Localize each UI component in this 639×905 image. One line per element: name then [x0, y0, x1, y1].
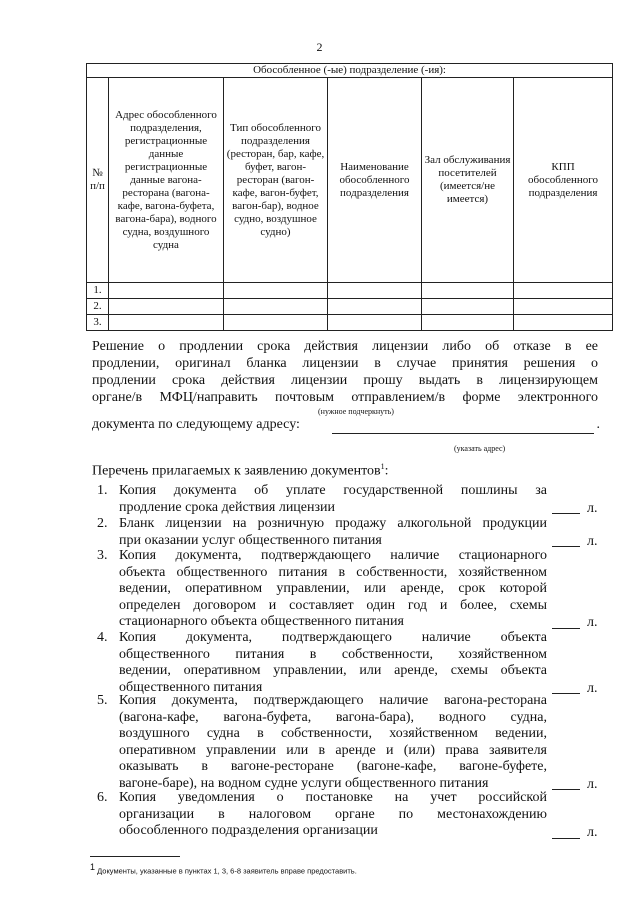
table-cell[interactable] [422, 283, 514, 299]
item-line: общественного питания [119, 679, 263, 695]
table-cell[interactable] [514, 299, 613, 315]
table-cell[interactable] [109, 315, 224, 331]
page-unit: л. [587, 615, 598, 630]
footnote-number: 1 [90, 862, 96, 872]
col-header-address: Адрес обособленного подразделения, регистрационные данные регистрационные данные вагона-ресторана (вагона-кафе, вагона-буфета, вагона-бара), водного судна, воздушного судна [109, 78, 224, 283]
item-line: Копия документа, подтверждающего наличие вагона-ресторана [119, 693, 547, 708]
item-line: ведении, оперативном управлении, или аренде, схемы объекта [119, 663, 547, 679]
item-number: 4. [97, 630, 108, 645]
table-row [87, 283, 613, 299]
footnote-ref: 1 [380, 462, 385, 471]
col-header-type: Тип обособленного подразделения (ресторан, бар, кафе, буфет, вагон-ресторан (вагон-кафе, вагон-буфет, вагон-бар), водное судно, воздушное судно) [224, 78, 328, 283]
address-row [92, 417, 602, 435]
address-input-line[interactable] [332, 433, 594, 434]
item-line: вагоне-баре), на водном судне услуги общественного питания [119, 775, 489, 791]
page-count-blank[interactable] [552, 628, 580, 629]
item-text [119, 548, 547, 631]
item-line: Копия документа, подтверждающего наличие стационарного [119, 548, 547, 563]
item-line: ведении, оперативном управлении, или аренде, срок которой [119, 581, 547, 597]
item-number: 6. [97, 790, 108, 805]
page-unit: л. [587, 825, 598, 840]
item-line: воздушного судна в собственности, хозяйственном ведении, [119, 726, 547, 742]
item-text [119, 790, 547, 840]
list-title-text: Перечень прилагаемых к заявлению документов [92, 463, 381, 479]
item-line: объекта общественного питания в собственности, хозяйственном [119, 564, 547, 580]
row-number: 1. [87, 283, 109, 299]
subdivisions-table [86, 63, 613, 331]
item-line: оказывать в вагоне-ресторане (вагоне-кафе, вагоне-буфете, [119, 759, 547, 775]
item-line: Бланк лицензии на розничную продажу алкогольной продукции [119, 516, 547, 531]
item-line: обособленного подразделения организации [119, 823, 378, 839]
item-line: Копия документа, подтверждающего наличие объекта [119, 630, 547, 645]
page-unit: л. [587, 501, 598, 516]
page-unit: л. [587, 777, 598, 792]
list-item [97, 548, 602, 632]
item-number: 2. [97, 516, 108, 531]
item-line: при оказании услуг общественного питания [119, 532, 382, 548]
item-line: Копия документа об уплате государственной пошлины за [119, 483, 547, 498]
page-number: 2 [316, 40, 323, 54]
list-item [97, 790, 602, 842]
footnote-divider [90, 856, 180, 857]
page-count-blank[interactable] [552, 546, 580, 547]
decision-line: продлении, оригинал бланка лицензии в случае принятия решения о [92, 356, 598, 371]
page-unit: л. [587, 534, 598, 549]
footnote-text: Документы, указанные в пунктах 1, 3, 6-8 заявитель вправе предоставить. [97, 866, 357, 876]
row-number: 3. [87, 315, 109, 331]
table-cell[interactable] [328, 315, 422, 331]
item-line: Копия уведомления о постановке на учет российской [119, 790, 547, 805]
list-item [97, 516, 602, 550]
address-label: документа по следующему адресу: [92, 417, 300, 432]
list-title-end: : [384, 463, 389, 479]
table-cell[interactable] [224, 315, 328, 331]
decision-line: органе/в МФЦ/направить почтовым отправлением/в форме электронного [92, 390, 598, 405]
col-header-name: Наименование обособленного подразделения [328, 78, 422, 283]
page-count-blank[interactable] [552, 513, 580, 514]
decision-paragraph [92, 338, 598, 406]
item-line: общественного питания в собственности, хозяйственном [119, 646, 547, 662]
table-cell[interactable] [109, 299, 224, 315]
table-cell[interactable] [109, 283, 224, 299]
table-cell[interactable] [224, 283, 328, 299]
item-number: 5. [97, 693, 108, 708]
table-cell[interactable] [328, 283, 422, 299]
decision-line: Решение о продлении срока действия лицензии либо об отказе в ее [92, 339, 598, 354]
documents-list-title [92, 462, 389, 480]
list-item [97, 483, 602, 517]
table-cell[interactable] [422, 299, 514, 315]
address-note: (указать адрес) [454, 444, 506, 453]
table-row [87, 315, 613, 331]
item-text [119, 693, 547, 793]
address-end: . [596, 417, 600, 432]
table-cell[interactable] [514, 315, 613, 331]
item-number: 3. [97, 548, 108, 563]
item-text [119, 483, 547, 516]
footnote [90, 862, 357, 876]
table-cell[interactable] [514, 283, 613, 299]
page-count-blank[interactable] [552, 838, 580, 839]
item-line: определен договором и составляет один год и более, схемы [119, 597, 547, 613]
list-item [97, 630, 602, 698]
table-group-header: Обособленное (-ые) подразделение (-ия): [87, 64, 613, 78]
decision-line: продлении срока действия лицензии прошу выдать в лицензирующем [92, 373, 598, 388]
item-line: (вагона-кафе, вагона-буфета, вагона-бара), водного судна, [119, 709, 547, 725]
page-unit: л. [587, 681, 598, 696]
table-row [87, 299, 613, 315]
item-number: 1. [97, 483, 108, 498]
list-item [97, 693, 602, 793]
col-header-num: № п/п [87, 78, 109, 283]
col-header-kpp: КПП обособленного подразделения [514, 78, 613, 283]
underline-note: (нужное подчеркнуть) [318, 407, 394, 416]
col-header-hall: Зал обслуживания посетителей (имеется/не имеется) [422, 78, 514, 283]
item-line: стационарного объекта общественного питания [119, 614, 404, 630]
row-number: 2. [87, 299, 109, 315]
table-cell[interactable] [328, 299, 422, 315]
item-line: организации в налоговом органе по местонахождению [119, 806, 547, 822]
item-line: продление срока действия лицензии [119, 499, 336, 515]
item-line: оперативном управлении или в аренде и (или) права заявителя [119, 742, 547, 758]
table-cell[interactable] [422, 315, 514, 331]
item-text [119, 630, 547, 696]
table-cell[interactable] [224, 299, 328, 315]
item-text [119, 516, 547, 549]
